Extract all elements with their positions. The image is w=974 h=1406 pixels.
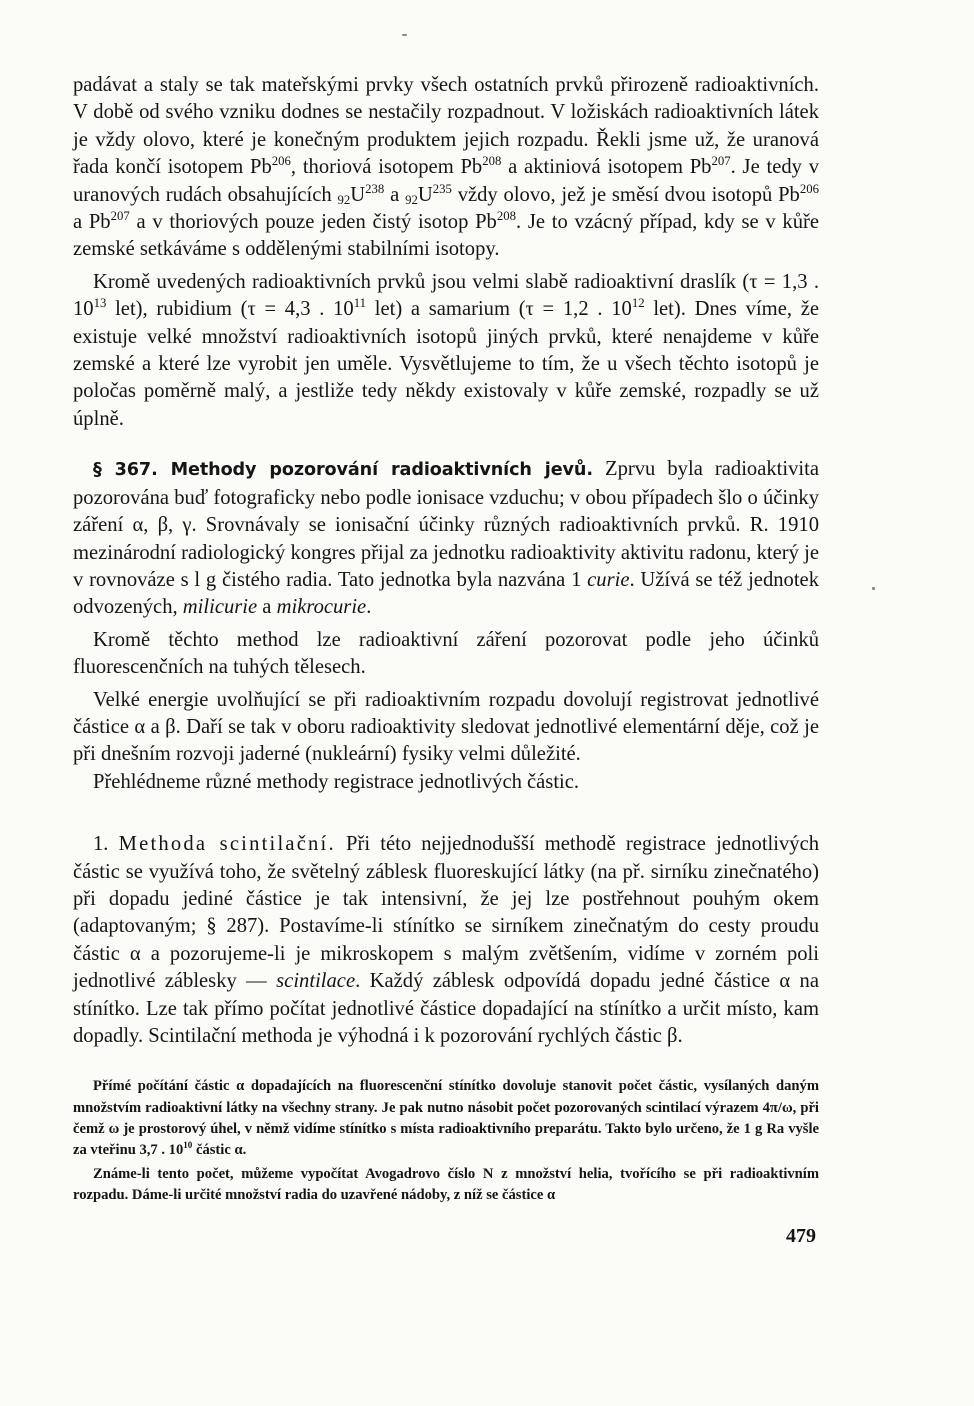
note-avogadro: Známe-li tento počet, můžeme vypočítat Avogadrovo číslo N z množství helia, tvořícího se při radioaktivním rozpadu. Dáme-li určité množství radia do uzavřené nádoby, z níž se částice α <box>73 1165 819 1203</box>
method-title: Methoda scintilační. <box>118 833 336 856</box>
paragraph-weak-radioactivity: Kromě uvedených radioaktivních prvků jsou velmi slabě radioaktivní draslík (τ = 1,3 . $10^{13}$ let), rubidium (τ = 4,3 . $10^{11}$ let) a samarium (τ = 1,2 . $10^{12}$ let). Dnes víme, že existuje velké množství radioaktivních isotopů jiných prvků, které nenajdeme v kůře zemské a které lze vyrobit jen uměle. Vysvětlujeme to tím, že u všech těchto isotopů je poločas poměrně malý, a jestliže tedy někdy existovaly v kůře zemské, rozpadly se už úplně. <box>73 270 819 430</box>
section-367-paragraph: § 367. Methody pozorování radioaktivních jevů. Zprvu byla radioaktivita pozorována buď fotograficky nebo podle ionisace vzduchu; v obou případech šlo o účinky záření α, β, γ. Srovnávaly se ionisační účinky různých radioaktivních prvků. R. 1910 mezinárodní radiologický kongres přijal za jednotku radioaktivity aktivitu radonu, který je v rovnováze s l g čistého radia. Tato jednotka byla nazvána 1 curie. Užívá se též jednotek odvozených, milicurie a mikrocurie. <box>73 458 819 619</box>
paragraph-overview: Přehlédneme různé methody registrace jednotlivých částic. <box>93 770 580 793</box>
note-direct-counting: Přímé počítání částic α dopadajících na fluorescenční stínítko dovoluje stanovit počet částic, vysílaných daným množstvím radioaktivní látky na všechny strany. Je pak nutno násobit počet pozorovaných scintilací výrazem 4π/ω, při čemž ω je prostorový úhel, v němž vidíme stínítko s místa radioaktivního preparátu. Takto bylo určeno, že 1 g Ra vyšle za vteřinu 3,7 . $10^{10}$ částic α. <box>73 1078 819 1159</box>
section-heading: § 367. Methody pozorování radioaktivních jevů. <box>93 460 593 481</box>
paragraph-scintillation-method: 1. Methoda scintilační. Při této nejjednodušší methodě registrace jednotlivých částic se využívá toho, že světelný záblesk fluoreskující látky (na př. sirníku zinečnatého) při dopadu jediné částice je tak intensivní, že jej lze postřehnout pouhým okem (adaptovaným; § 287). Postavíme-li stínítko se sirníkem zinečnatým do cesty proudu částic α a pozorujeme-li je mikroskopem s malým zvětšením, vidíme v zorném poli jednotlivé záblesky — scintilace. Každý záblesk odpovídá dopadu jedné částice α na stínítko. Lze tak přímo počítat jednotlivé částice dopadající na stínítko a určit místo, kam dopadly. Scintilační methoda je výhodná i k pozorování rychlých částic β. <box>73 833 820 1047</box>
paragraph-fluorescence: Kromě těchto method lze radioaktivní záření pozorovat podle jeho účinků fluorescenčních na tuhých tělesech. <box>73 628 819 679</box>
page-number: 479 <box>786 1225 816 1247</box>
paragraph-decay-products: padávat a staly se tak mateřskými prvky všech ostatních prvků přirozeně radioaktivních. V době od svého vzniku dodnes se nestačily rozpadnout. V ložiskách radioaktivních látek je vždy olovo, které je konečným produktem jejich rozpadu. Řekli jsme už, že uranová řada končí isotopem Pb$^{206}$, thoriová isotopem Pb$^{208}$ a aktiniová isotopem Pb$^{207}$. Je tedy v uranových rudách obsahujících $_{92}U^{238}$ a $_{92}U^{235}$ vždy olovo, jež je směsí dvou isotopů Pb$^{206}$ a Pb$^{207}$ a v thoriových pouze jeden čistý isotop Pb$^{208}$. Je to vzácný případ, kdy se v kůře zemské setkáváme s oddělenými stabilními isotopy. <box>73 74 820 261</box>
text-column <box>73 72 819 1206</box>
scan-speck <box>872 587 875 590</box>
paragraph-energy: Velké energie uvolňující se při radioaktivním rozpadu dovolují registrovat jednotlivé částice α a β. Daří se tak v oboru radioaktivity sledovat jednotlivé elementární děje, což je při dnešním rozvoji jaderné (nukleární) fysiky velmi důležité. <box>73 688 819 766</box>
scan-speck <box>402 34 407 36</box>
